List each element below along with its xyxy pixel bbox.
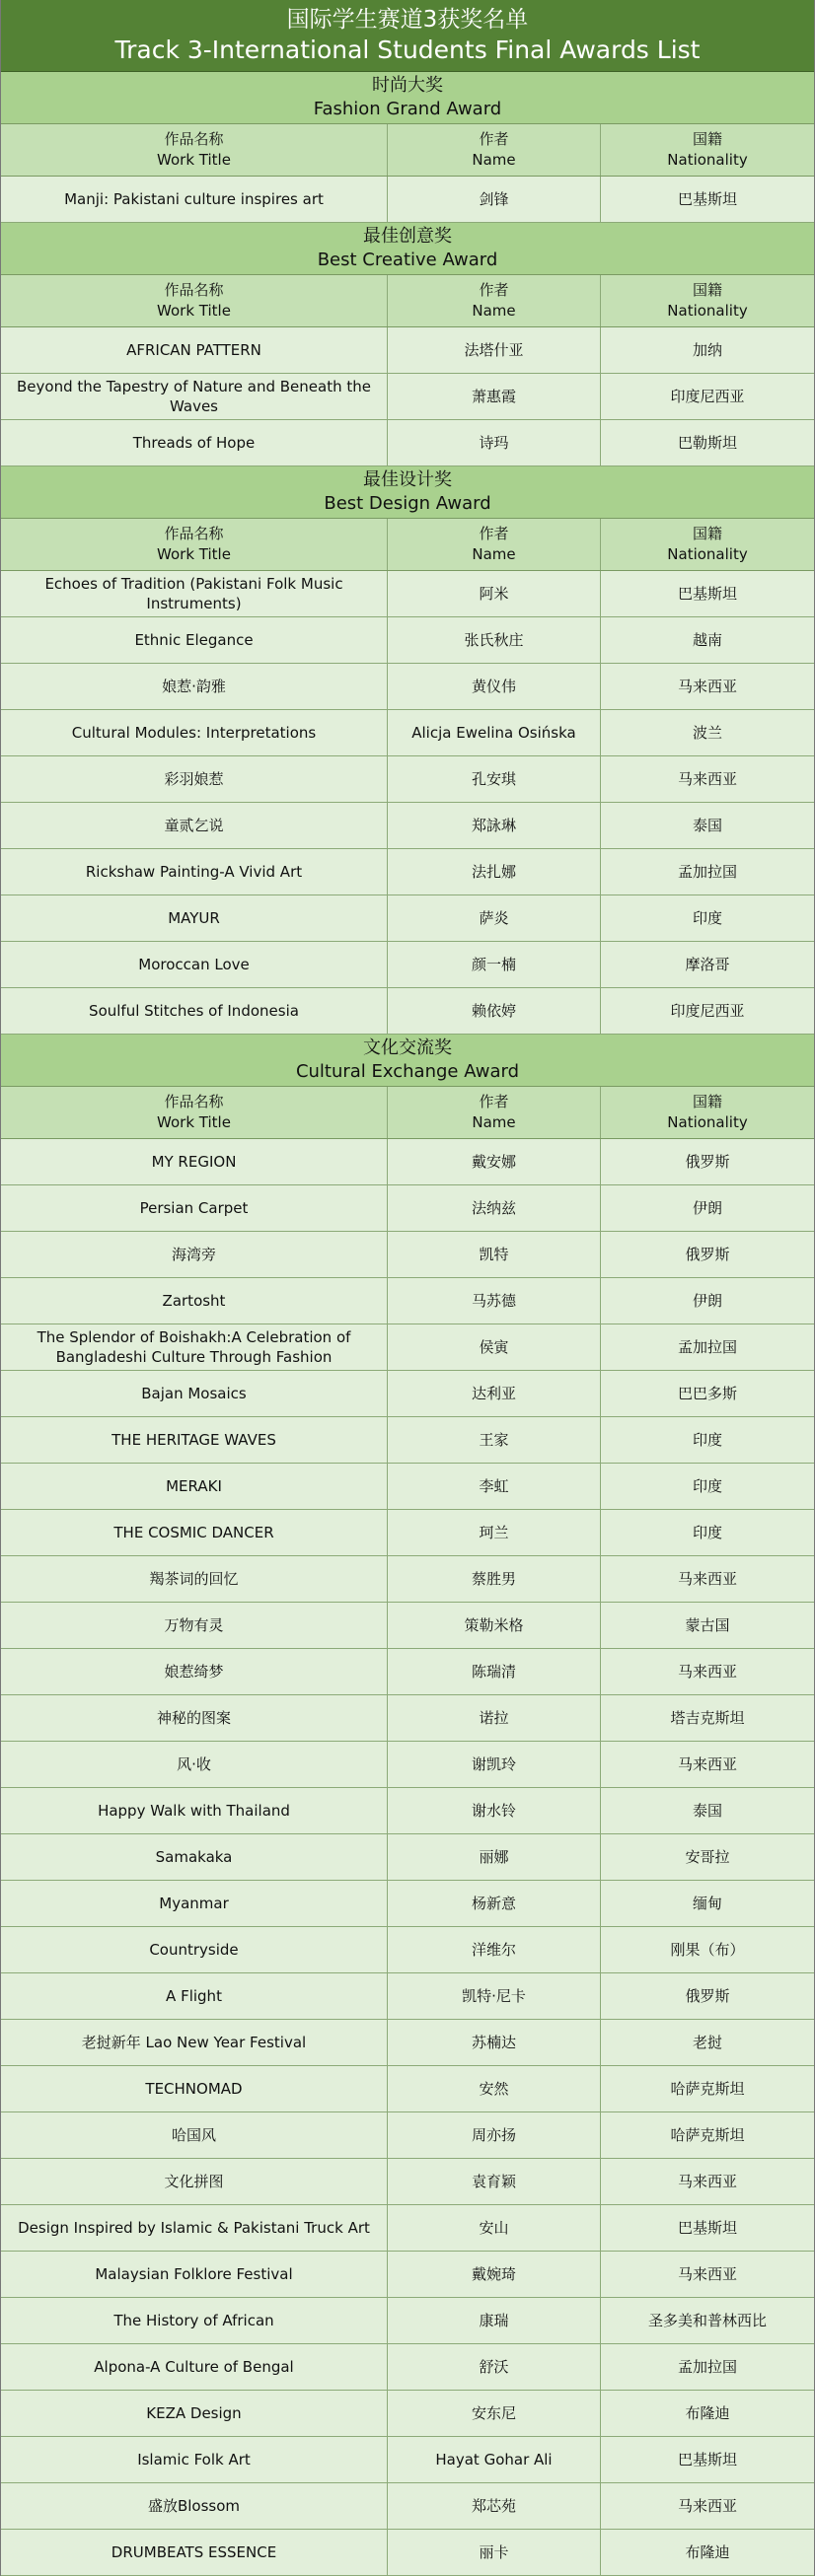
- section-header: [1, 223, 814, 275]
- author-name-cell: 法塔什亚: [388, 327, 601, 373]
- nationality-cell: 布隆迪: [685, 2404, 730, 2422]
- author-name-cell: Hayat Gohar Ali: [388, 2437, 601, 2482]
- work-title-cell: Islamic Folk Art: [1, 2437, 388, 2482]
- author-name-cell: 安山: [388, 2205, 601, 2251]
- nationality-cell: 印度: [692, 1477, 722, 1495]
- author-name-cell: 赖依婷: [388, 988, 601, 1034]
- nationality-cell: 马来西亚: [677, 1755, 737, 1773]
- column-label-english: Work Title: [157, 302, 231, 320]
- nationality-cell: 马来西亚: [677, 1663, 737, 1681]
- column-header-row: [1, 275, 814, 327]
- author-name-cell: 萨炎: [388, 895, 601, 941]
- table-row: [1, 1695, 814, 1742]
- work-title-cell: 彩羽娘惹: [1, 756, 388, 802]
- work-title-cell: 风·收: [1, 1742, 388, 1787]
- table-row: [1, 1788, 814, 1834]
- table-row: [1, 1742, 814, 1788]
- column-label-chinese: 作品名称: [164, 130, 224, 148]
- section-title-chinese: 文化交流奖: [363, 1038, 452, 1058]
- work-title-column-header: [1, 519, 388, 570]
- table-row: [1, 1417, 814, 1464]
- work-title-cell: 娘惹·韵雅: [1, 664, 388, 709]
- nationality-cell: 巴基斯坦: [677, 190, 737, 208]
- table-row: [1, 1649, 814, 1695]
- column-header-row: [1, 124, 814, 177]
- work-title-cell: Moroccan Love: [1, 942, 388, 987]
- column-label-chinese: 作者: [479, 130, 509, 148]
- column-label-chinese: 国籍: [692, 130, 722, 148]
- author-name-cell: 策勒米格: [388, 1603, 601, 1648]
- table-row: [1, 1973, 814, 2020]
- section-title-chinese: 时尚大奖: [372, 75, 443, 96]
- author-name-cell: 张氏秋庄: [388, 617, 601, 663]
- author-name-cell: Alicja Ewelina Osińska: [388, 710, 601, 755]
- award-section: [1, 1035, 814, 2576]
- work-title-column-header: [1, 1087, 388, 1138]
- author-name-cell: 郑芯苑: [388, 2483, 601, 2529]
- table-row: [1, 2205, 814, 2252]
- section-header: [1, 466, 814, 519]
- author-name-cell: 法纳兹: [388, 1185, 601, 1231]
- nationality-cell: 伊朗: [692, 1292, 722, 1310]
- author-name-cell: 丽娜: [388, 1834, 601, 1880]
- nationality-cell: 安哥拉: [685, 1848, 730, 1866]
- nationality-cell: 巴基斯坦: [677, 585, 737, 603]
- table-row: [1, 2437, 814, 2483]
- table-row: [1, 2344, 814, 2391]
- nationality-cell: 巴基斯坦: [677, 2451, 737, 2469]
- work-title-cell: The Splendor of Boishakh:A Celebration of Bangladeshi Culture Through Fashion: [1, 1324, 388, 1370]
- table-row: [1, 2483, 814, 2530]
- work-title-cell: Manji: Pakistani culture inspires art: [1, 177, 388, 222]
- nationality-cell: 巴基斯坦: [677, 2219, 737, 2237]
- table-row: [1, 1603, 814, 1649]
- author-name-cell: 诗玛: [388, 420, 601, 465]
- nationality-cell: 巴勒斯坦: [677, 434, 737, 452]
- column-label-chinese: 国籍: [692, 1093, 722, 1110]
- column-label-english: Nationality: [667, 545, 748, 563]
- work-title-cell: Malaysian Folklore Festival: [1, 2252, 388, 2297]
- table-row: [1, 2252, 814, 2298]
- name-column-header: [388, 275, 601, 326]
- nationality-cell: 马来西亚: [677, 678, 737, 695]
- author-name-cell: 诺拉: [388, 1695, 601, 1741]
- nationality-cell: 蒙古国: [685, 1616, 730, 1634]
- nationality-cell: 俄罗斯: [685, 1987, 730, 2005]
- table-row: [1, 1185, 814, 1232]
- column-label-english: Name: [472, 302, 516, 320]
- work-title-cell: 万物有灵: [1, 1603, 388, 1648]
- author-name-cell: 郑詠琳: [388, 803, 601, 848]
- table-row: [1, 1232, 814, 1278]
- work-title-cell: Alpona-A Culture of Bengal: [1, 2344, 388, 2390]
- section-header: [1, 1035, 814, 1087]
- work-title-cell: Myanmar: [1, 1881, 388, 1926]
- nationality-column-header: [601, 1087, 814, 1138]
- nationality-cell: 俄罗斯: [685, 1246, 730, 1263]
- nationality-cell: 刚果（布）: [670, 1941, 745, 1959]
- work-title-cell: Echoes of Tradition (Pakistani Folk Music Instruments): [1, 571, 388, 616]
- work-title-cell: Threads of Hope: [1, 420, 388, 465]
- work-title-cell: KEZA Design: [1, 2391, 388, 2436]
- author-name-cell: 萧惠霞: [388, 374, 601, 419]
- author-name-cell: 杨新意: [388, 1881, 601, 1926]
- table-row: [1, 177, 814, 223]
- column-label-chinese: 作品名称: [164, 281, 224, 299]
- author-name-cell: 王家: [388, 1417, 601, 1463]
- work-title-column-header: [1, 124, 388, 176]
- nationality-cell: 老挝: [692, 2034, 722, 2051]
- table-row: [1, 1324, 814, 1371]
- nationality-cell: 泰国: [692, 1802, 722, 1820]
- table-row: [1, 1371, 814, 1417]
- nationality-cell: 马来西亚: [677, 1570, 737, 1588]
- award-section: [1, 466, 814, 1035]
- section-header: [1, 72, 814, 124]
- column-label-english: Nationality: [667, 151, 748, 169]
- work-title-cell: 娘惹绮梦: [1, 1649, 388, 1694]
- column-label-english: Work Title: [157, 545, 231, 563]
- work-title-cell: THE COSMIC DANCER: [1, 1510, 388, 1555]
- work-title-cell: Beyond the Tapestry of Nature and Beneath the Waves: [1, 374, 388, 419]
- nationality-cell: 印度尼西亚: [670, 1002, 745, 1020]
- nationality-cell: 加纳: [692, 341, 722, 359]
- work-title-cell: THE HERITAGE WAVES: [1, 1417, 388, 1463]
- nationality-cell: 孟加拉国: [677, 1338, 737, 1356]
- work-title-column-header: [1, 275, 388, 326]
- nationality-cell: 印度: [692, 909, 722, 927]
- work-title-cell: Rickshaw Painting-A Vivid Art: [1, 849, 388, 894]
- author-name-cell: 谢凯玲: [388, 1742, 601, 1787]
- table-row: [1, 571, 814, 617]
- column-label-english: Nationality: [667, 302, 748, 320]
- column-label-english: Work Title: [157, 151, 231, 169]
- work-title-cell: The History of African: [1, 2298, 388, 2343]
- nationality-cell: 越南: [692, 631, 722, 649]
- column-label-chinese: 作品名称: [164, 525, 224, 542]
- work-title-cell: Zartosht: [1, 1278, 388, 1324]
- nationality-cell: 马来西亚: [677, 2173, 737, 2190]
- award-section: [1, 72, 814, 223]
- author-name-cell: 法扎娜: [388, 849, 601, 894]
- author-name-cell: 安然: [388, 2066, 601, 2111]
- author-name-cell: 孔安琪: [388, 756, 601, 802]
- author-name-cell: 凯特·尼卡: [388, 1973, 601, 2019]
- nationality-cell: 塔吉克斯坦: [670, 1709, 745, 1727]
- author-name-cell: 康瑞: [388, 2298, 601, 2343]
- title-chinese: 国际学生赛道3获奖名单: [286, 7, 529, 33]
- nationality-cell: 孟加拉国: [677, 863, 737, 881]
- author-name-cell: 安东尼: [388, 2391, 601, 2436]
- section-title-english: Best Creative Award: [317, 250, 498, 270]
- table-row: [1, 988, 814, 1035]
- name-column-header: [388, 519, 601, 570]
- work-title-cell: Ethnic Elegance: [1, 617, 388, 663]
- column-label-chinese: 国籍: [692, 525, 722, 542]
- table-row: [1, 1556, 814, 1603]
- table-row: [1, 942, 814, 988]
- author-name-cell: 舒沃: [388, 2344, 601, 2390]
- table-row: [1, 1139, 814, 1185]
- column-label-english: Name: [472, 545, 516, 563]
- table-row: [1, 895, 814, 942]
- work-title-cell: Happy Walk with Thailand: [1, 1788, 388, 1833]
- table-row: [1, 2391, 814, 2437]
- table-row: [1, 327, 814, 374]
- document-title: [1, 0, 814, 72]
- work-title-cell: A Flight: [1, 1973, 388, 2019]
- table-row: [1, 2159, 814, 2205]
- table-row: [1, 420, 814, 466]
- author-name-cell: 戴婉琦: [388, 2252, 601, 2297]
- author-name-cell: 陈瑞清: [388, 1649, 601, 1694]
- work-title-cell: 神秘的图案: [1, 1695, 388, 1741]
- work-title-cell: Cultural Modules: Interpretations: [1, 710, 388, 755]
- nationality-cell: 波兰: [692, 724, 722, 742]
- column-label-english: Nationality: [667, 1113, 748, 1131]
- work-title-cell: Persian Carpet: [1, 1185, 388, 1231]
- column-label-chinese: 作者: [479, 1093, 509, 1110]
- award-section: [1, 223, 814, 466]
- work-title-cell: Soulful Stitches of Indonesia: [1, 988, 388, 1034]
- nationality-cell: 印度: [692, 1431, 722, 1449]
- table-row: [1, 1927, 814, 1973]
- author-name-cell: 蔡胜男: [388, 1556, 601, 1602]
- section-title-english: Best Design Award: [324, 493, 491, 514]
- name-column-header: [388, 124, 601, 176]
- nationality-column-header: [601, 124, 814, 176]
- column-label-chinese: 国籍: [692, 281, 722, 299]
- name-column-header: [388, 1087, 601, 1138]
- nationality-cell: 印度: [692, 1524, 722, 1541]
- column-label-english: Name: [472, 151, 516, 169]
- nationality-cell: 俄罗斯: [685, 1153, 730, 1171]
- work-title-cell: Samakaka: [1, 1834, 388, 1880]
- work-title-cell: MERAKI: [1, 1464, 388, 1509]
- nationality-cell: 马来西亚: [677, 2265, 737, 2283]
- table-row: [1, 617, 814, 664]
- column-label-english: Work Title: [157, 1113, 231, 1131]
- section-title-chinese: 最佳设计奖: [363, 469, 452, 490]
- author-name-cell: 戴安娜: [388, 1139, 601, 1184]
- author-name-cell: 周亦扬: [388, 2112, 601, 2158]
- column-label-chinese: 作品名称: [164, 1093, 224, 1110]
- author-name-cell: 达利亚: [388, 1371, 601, 1416]
- table-row: [1, 2020, 814, 2066]
- author-name-cell: 马苏德: [388, 1278, 601, 1324]
- section-title-english: Cultural Exchange Award: [295, 1061, 520, 1082]
- author-name-cell: 李虹: [388, 1464, 601, 1509]
- author-name-cell: 谢水铃: [388, 1788, 601, 1833]
- work-title-cell: 盛放Blossom: [1, 2483, 388, 2529]
- work-title-cell: MY REGION: [1, 1139, 388, 1184]
- work-title-cell: 哈国风: [1, 2112, 388, 2158]
- column-label-english: Name: [472, 1113, 516, 1131]
- title-english: Track 3-International Students Final Awards List: [114, 36, 701, 64]
- work-title-cell: AFRICAN PATTERN: [1, 327, 388, 373]
- author-name-cell: 苏楠达: [388, 2020, 601, 2065]
- work-title-cell: MAYUR: [1, 895, 388, 941]
- column-header-row: [1, 519, 814, 571]
- work-title-cell: 海湾旁: [1, 1232, 388, 1277]
- work-title-cell: TECHNOMAD: [1, 2066, 388, 2111]
- nationality-cell: 哈萨克斯坦: [670, 2126, 745, 2144]
- author-name-cell: 丽卡: [388, 2530, 601, 2575]
- table-row: [1, 710, 814, 756]
- author-name-cell: 凯特: [388, 1232, 601, 1277]
- table-row: [1, 2298, 814, 2344]
- nationality-cell: 伊朗: [692, 1199, 722, 1217]
- work-title-cell: 老挝新年 Lao New Year Festival: [1, 2020, 388, 2065]
- nationality-column-header: [601, 519, 814, 570]
- table-row: [1, 1464, 814, 1510]
- table-row: [1, 1510, 814, 1556]
- table-row: [1, 849, 814, 895]
- table-row: [1, 1881, 814, 1927]
- table-row: [1, 2530, 814, 2576]
- author-name-cell: 阿米: [388, 571, 601, 616]
- column-label-chinese: 作者: [479, 281, 509, 299]
- column-header-row: [1, 1087, 814, 1139]
- nationality-cell: 孟加拉国: [677, 2358, 737, 2376]
- nationality-cell: 马来西亚: [677, 770, 737, 788]
- award-sections: [1, 72, 814, 2576]
- section-title-english: Fashion Grand Award: [313, 99, 502, 119]
- nationality-cell: 马来西亚: [677, 2497, 737, 2515]
- nationality-cell: 泰国: [692, 817, 722, 834]
- nationality-cell: 巴巴多斯: [677, 1385, 737, 1402]
- table-row: [1, 374, 814, 420]
- nationality-cell: 布隆迪: [685, 2543, 730, 2561]
- work-title-cell: Countryside: [1, 1927, 388, 1972]
- nationality-column-header: [601, 275, 814, 326]
- column-label-chinese: 作者: [479, 525, 509, 542]
- author-name-cell: 颜一楠: [388, 942, 601, 987]
- author-name-cell: 黄仪伟: [388, 664, 601, 709]
- table-row: [1, 756, 814, 803]
- author-name-cell: 珂兰: [388, 1510, 601, 1555]
- author-name-cell: 剑锋: [388, 177, 601, 222]
- work-title-cell: DRUMBEATS ESSENCE: [1, 2530, 388, 2575]
- author-name-cell: 侯寅: [388, 1324, 601, 1370]
- nationality-cell: 缅甸: [692, 1895, 722, 1912]
- work-title-cell: 文化拼图: [1, 2159, 388, 2204]
- section-title-chinese: 最佳创意奖: [363, 226, 452, 247]
- nationality-cell: 哈萨克斯坦: [670, 2080, 745, 2098]
- nationality-cell: 圣多美和普林西比: [647, 2312, 767, 2329]
- work-title-cell: Bajan Mosaics: [1, 1371, 388, 1416]
- nationality-cell: 印度尼西亚: [670, 388, 745, 405]
- table-row: [1, 2112, 814, 2159]
- table-row: [1, 1834, 814, 1881]
- author-name-cell: 洋维尔: [388, 1927, 601, 1972]
- nationality-cell: 摩洛哥: [685, 956, 730, 973]
- table-row: [1, 803, 814, 849]
- work-title-cell: Design Inspired by Islamic & Pakistani Truck Art: [1, 2205, 388, 2251]
- table-row: [1, 2066, 814, 2112]
- author-name-cell: 袁育颖: [388, 2159, 601, 2204]
- work-title-cell: 羯茶词的回忆: [1, 1556, 388, 1602]
- table-row: [1, 664, 814, 710]
- table-row: [1, 1278, 814, 1324]
- work-title-cell: 童贰乞说: [1, 803, 388, 848]
